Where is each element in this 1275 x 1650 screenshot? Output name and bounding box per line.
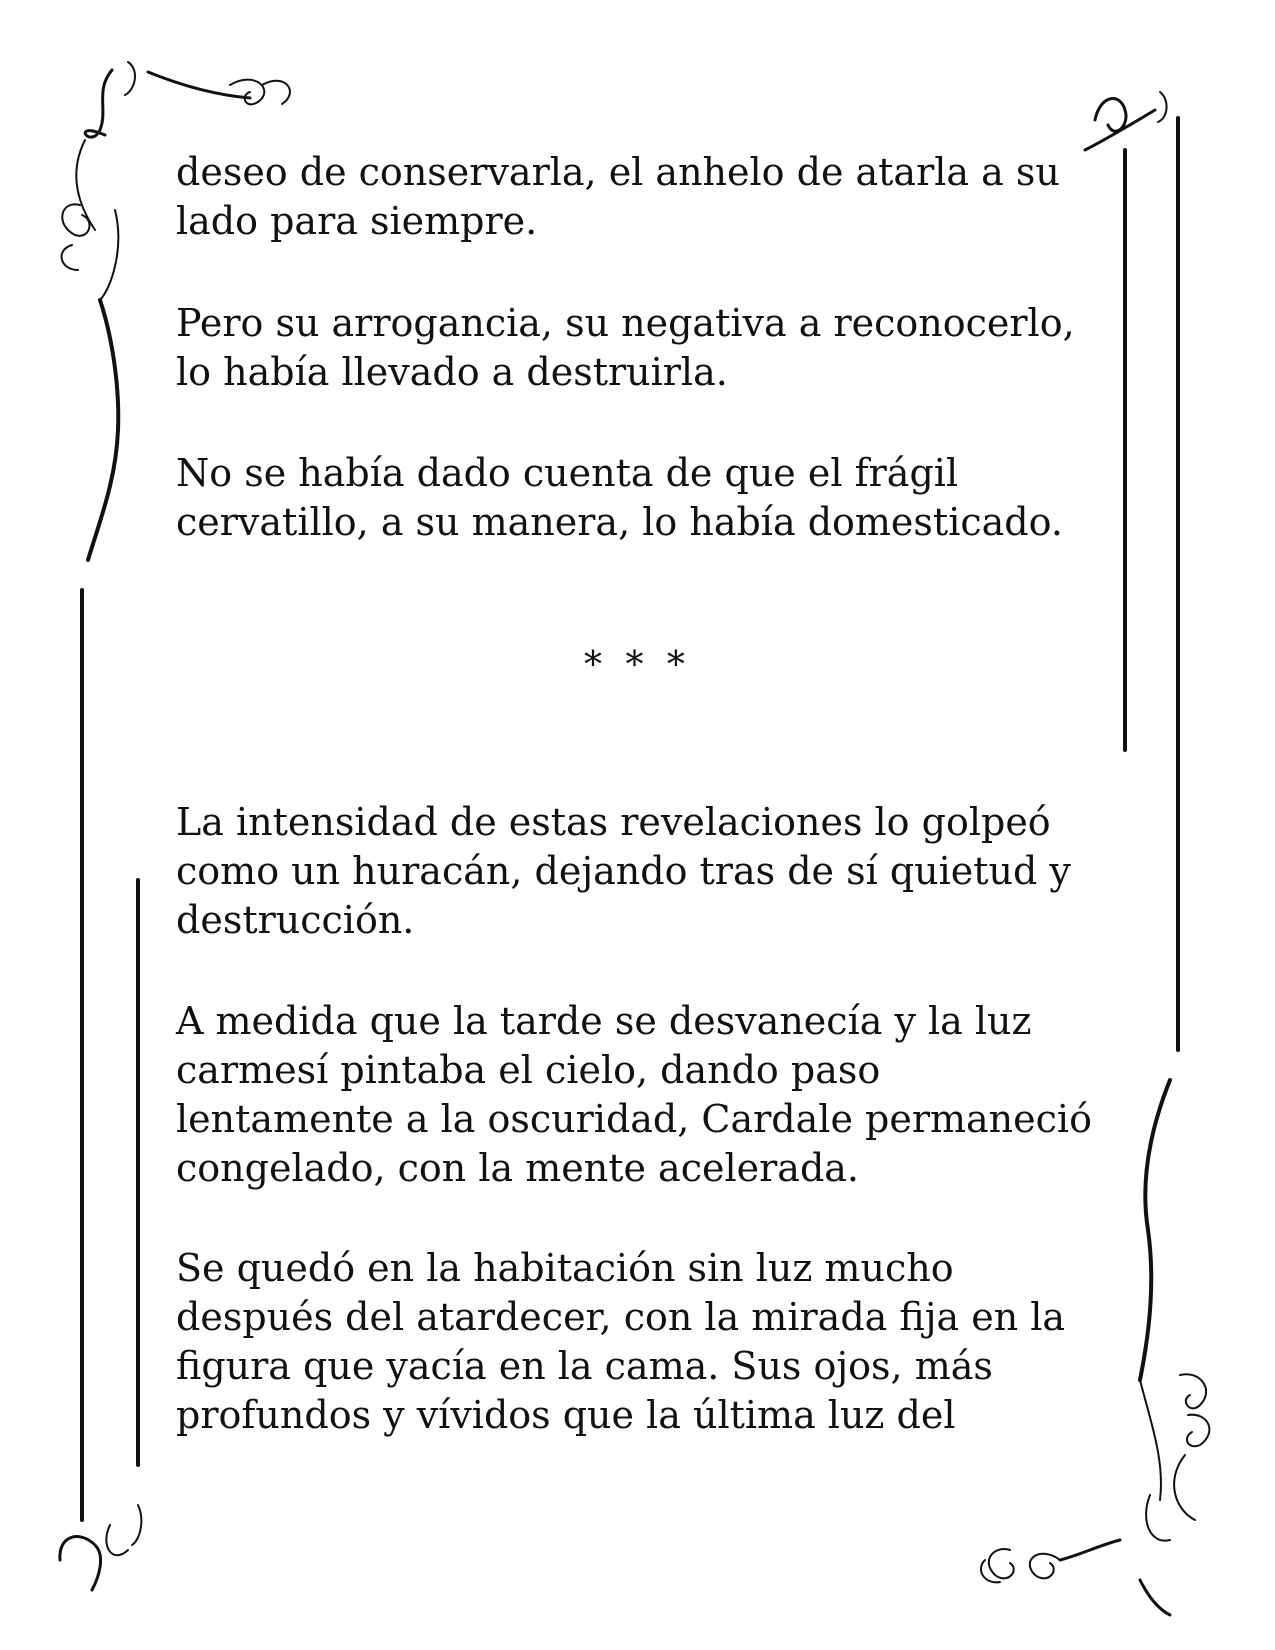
text-line: La intensidad de estas revelaciones lo golpeó <box>176 800 1051 844</box>
text-line: congelado, con la mente acelerada. <box>176 1146 859 1190</box>
text-line: deseo de conservarla, el anhelo de atarla a su <box>176 150 1060 194</box>
bottom-left-flourish <box>60 1505 141 1590</box>
paragraph <box>176 1244 1096 1440</box>
text-line: A medida que la tarde se desvanecía y la luz <box>176 999 1032 1043</box>
text-line: lentamente a la oscuridad, Cardale permaneció <box>176 1097 1092 1141</box>
text-line: carmesí pintaba el cielo, dando paso <box>176 1048 881 1092</box>
paragraph <box>176 299 1096 397</box>
paragraph <box>176 798 1096 945</box>
text-line: figura que yacía en la cama. Sus ojos, más <box>176 1344 993 1388</box>
scene-separator: * * * <box>584 645 691 686</box>
paragraph <box>176 449 1096 547</box>
text-line: No se había dado cuenta de que el frágil <box>176 451 959 495</box>
text-line: lo había llevado a destruirla. <box>176 350 728 394</box>
paragraph <box>176 148 1096 246</box>
text-line: como un huracán, dejando tras de sí quietud y <box>176 849 1071 893</box>
paragraph <box>176 997 1096 1193</box>
text-line: lado para siempre. <box>176 199 538 243</box>
text-line: destrucción. <box>176 898 415 942</box>
top-right-flourish <box>1085 92 1178 1050</box>
text-line: Se quedó en la habitación sin luz mucho <box>176 1246 954 1290</box>
text-line: profundos y vívidos que la última luz del <box>176 1393 956 1437</box>
text-line: cervatillo, a su manera, lo había domesticado. <box>176 500 1063 544</box>
text-line: Pero su arrogancia, su negativa a reconocerlo, <box>176 301 1075 345</box>
text-line: después del atardecer, con la mirada fija en la <box>176 1295 1066 1339</box>
